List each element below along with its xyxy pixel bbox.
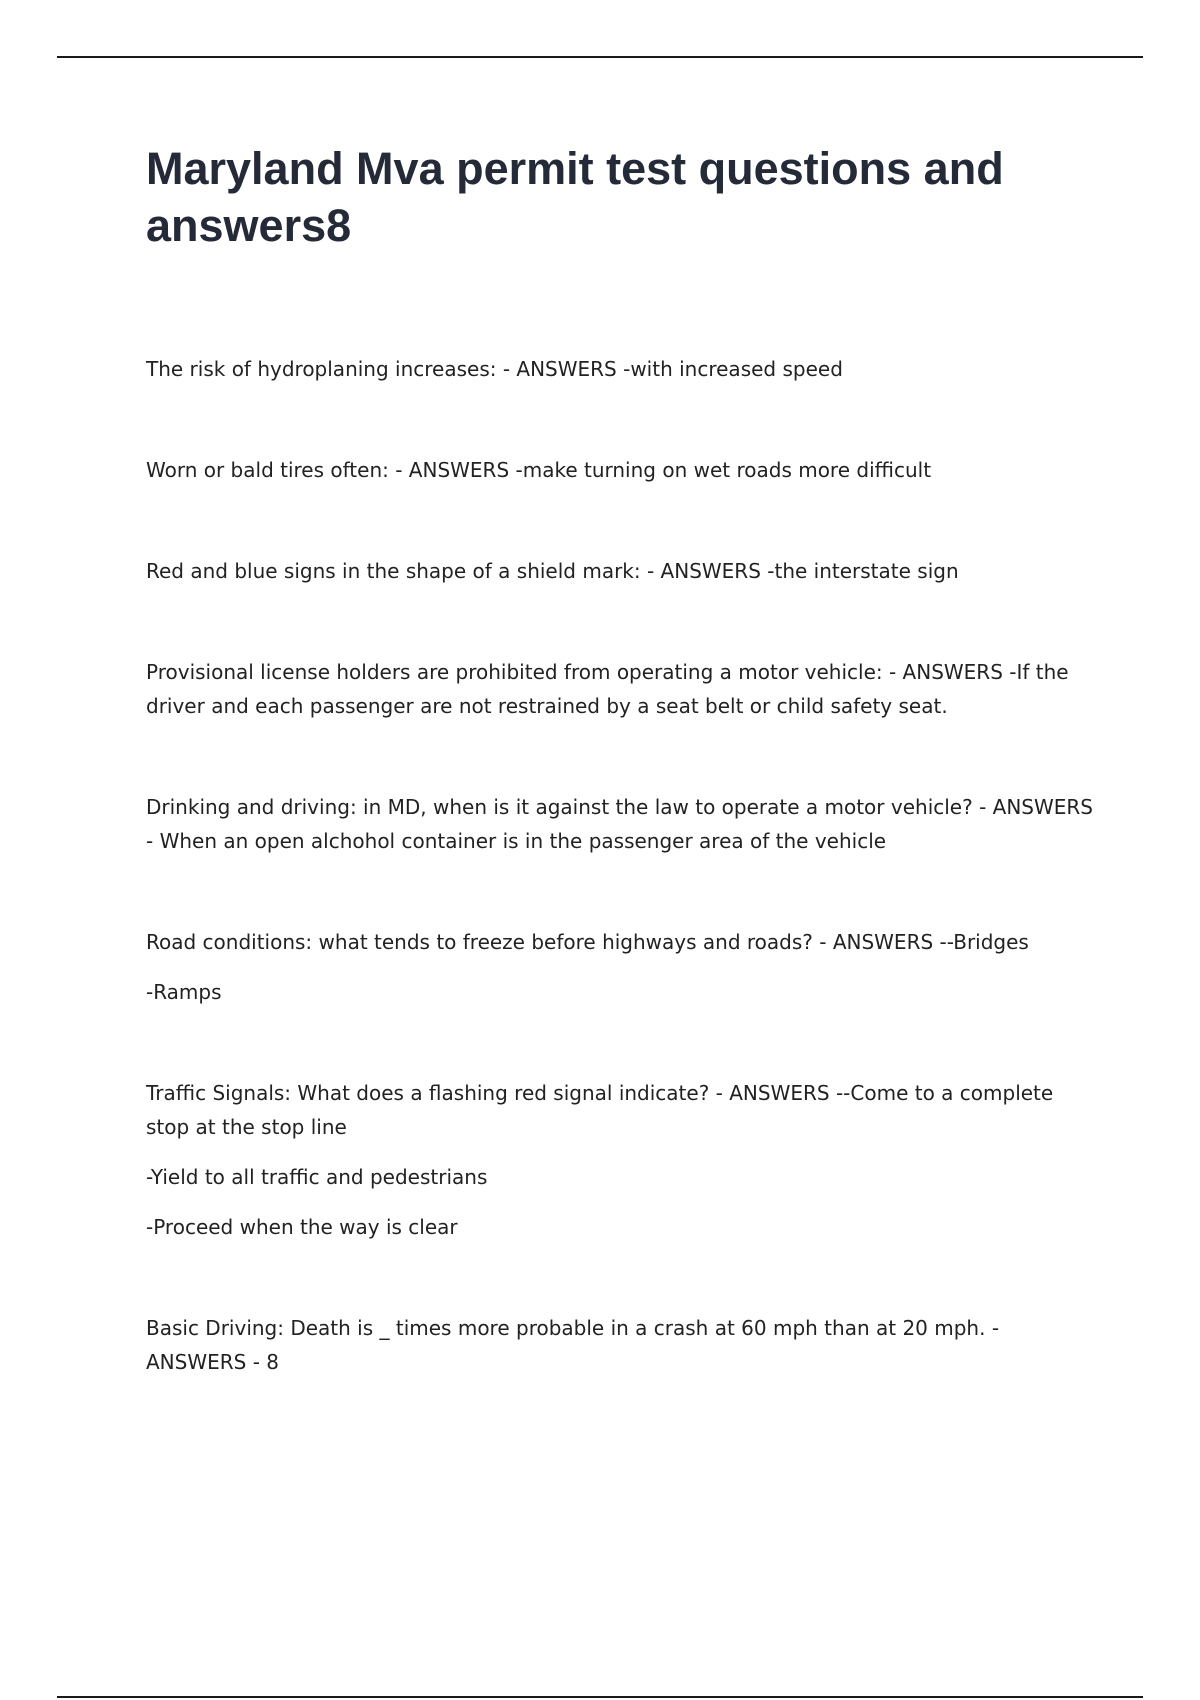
qa-text: Road conditions: what tends to freeze before highways and roads? - ANSWERS --Bridges bbox=[146, 930, 1029, 954]
qa-item-shield-sign bbox=[146, 554, 1096, 588]
page-title: Maryland Mva permit test questions and answers8 bbox=[146, 143, 1004, 251]
document-body bbox=[146, 140, 1096, 1446]
qa-item-provisional-license bbox=[146, 655, 1096, 723]
qa-item-hydroplaning bbox=[146, 352, 1096, 386]
qa-text: Provisional license holders are prohibited from operating a motor vehicle: - ANSWERS -If the driver and each passenger are not restrained by a seat belt or child safety seat. bbox=[146, 660, 1069, 718]
qa-text: Red and blue signs in the shape of a shield mark: - ANSWERS -the interstate sign bbox=[146, 559, 959, 583]
bottom-rule bbox=[57, 1696, 1143, 1698]
qa-text: Worn or bald tires often: - ANSWERS -make turning on wet roads more difficult bbox=[146, 458, 932, 482]
qa-text: Basic Driving: Death is _ times more probable in a crash at 60 mph than at 20 mph. - ANSWERS - 8 bbox=[146, 1316, 1000, 1374]
qa-item-basic-driving bbox=[146, 1311, 1096, 1379]
qa-item-traffic-signals bbox=[146, 1076, 1096, 1244]
qa-item-bald-tires bbox=[146, 453, 1096, 487]
top-rule bbox=[57, 56, 1143, 58]
qa-extra-line: -Ramps bbox=[146, 980, 222, 1004]
qa-item-road-conditions bbox=[146, 925, 1096, 1009]
qa-text: Traffic Signals: What does a flashing red signal indicate? - ANSWERS --Come to a complete stop at the stop line bbox=[146, 1081, 1054, 1139]
qa-extra-line: -Yield to all traffic and pedestrians bbox=[146, 1165, 488, 1189]
qa-item-drinking-driving bbox=[146, 790, 1096, 858]
qa-extra-line: -Proceed when the way is clear bbox=[146, 1215, 458, 1239]
qa-text: Drinking and driving: in MD, when is it against the law to operate a motor vehicle? - ANSWERS - When an open alchohol container is in the passenger area of the vehicle bbox=[146, 795, 1093, 853]
qa-list bbox=[146, 352, 1096, 1379]
qa-text: The risk of hydroplaning increases: - ANSWERS -with increased speed bbox=[146, 357, 843, 381]
